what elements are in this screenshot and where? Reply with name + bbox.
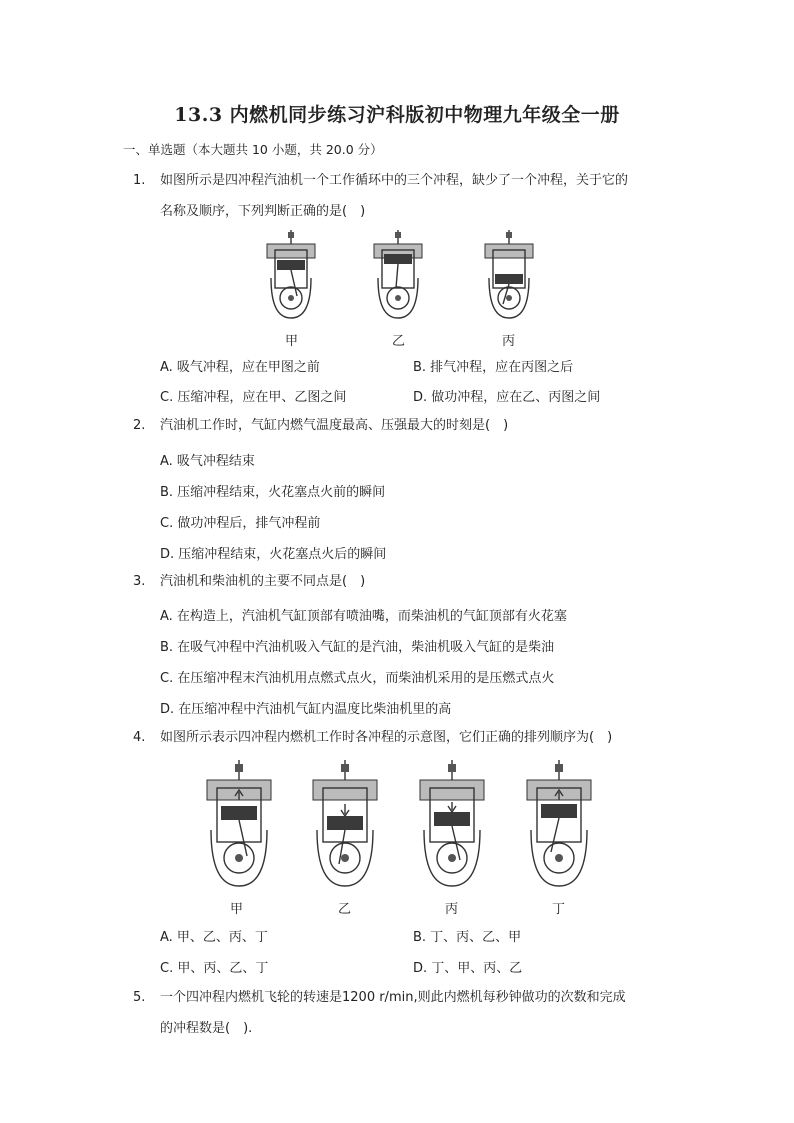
question-2-line-1: 汽油机工作时，气缸内燃气温度最高、压强最大的时刻是( ) [160,418,509,433]
option-a: A. 吸气冲程，应在甲图之前 [160,360,320,375]
engine-diagram-4a [203,760,275,894]
option-d: D. 在压缩冲程中汽油机气缸内温度比柴油机里的高 [160,702,452,717]
option-d: D. 丁、甲、丙、乙 [413,961,523,976]
question-5-line-2: 的冲程数是( ). [160,1021,253,1036]
figure-label: 丙 [445,902,459,917]
option-b: B. 排气冲程，应在丙图之后 [413,360,574,375]
question-4-line-1: 如图所示表示四冲程内燃机工作时各冲程的示意图，它们正确的排列顺序为( ) [160,730,613,745]
figure-label: 丁 [552,902,566,917]
figure-label: 乙 [338,902,352,917]
engine-diagram-4c [416,760,488,894]
question-3-line-1: 汽油机和柴油机的主要不同点是( ) [160,574,366,589]
engine-diagram-4d [523,760,595,894]
question-1-line-1: 如图所示是四冲程汽油机一个工作循环中的三个冲程，缺少了一个冲程，关于它的 [160,173,629,188]
option-a: A. 吸气冲程结束 [160,454,255,469]
option-c: C. 做功冲程后，排气冲程前 [160,516,321,531]
engine-diagram-1 [263,230,319,326]
question-1-line-2: 名称及顺序，下列判断正确的是( ) [160,204,366,219]
engine-diagram-2 [370,230,426,326]
question-5-line-1: 一个四冲程内燃机飞轮的转速是1200 r/min,则此内燃机每秒钟做功的次数和完成 [160,990,626,1005]
option-c: C. 压缩冲程，应在甲、乙图之间 [160,390,347,405]
section-heading: 一、单选题（本大题共 10 小题，共 20.0 分） [123,142,383,157]
question-number: 1. [133,173,146,188]
engine-diagram-4b [309,760,381,894]
option-b: B. 在吸气冲程中汽油机吸入气缸的是汽油，柴油机吸入气缸的是柴油 [160,640,555,655]
question-number: 4. [133,730,146,745]
question-number: 2. [133,418,146,433]
option-b: B. 丁、丙、乙、甲 [413,930,522,945]
page-title: 13.3 内燃机同步练习沪科版初中物理九年级全一册 [174,104,620,126]
option-a: A. 在构造上，汽油机气缸顶部有喷油嘴，而柴油机的气缸顶部有火花塞 [160,609,567,624]
figure-label: 丙 [502,334,516,349]
option-c: C. 在压缩冲程末汽油机用点燃式点火，而柴油机采用的是压燃式点火 [160,671,555,686]
option-a: A. 甲、乙、丙、丁 [160,930,268,945]
figure-label: 甲 [285,334,299,349]
question-number: 3. [133,574,146,589]
option-c: C. 甲、丙、乙、丁 [160,961,269,976]
figure-label: 甲 [230,902,244,917]
option-d: D. 压缩冲程结束，火花塞点火后的瞬间 [160,547,387,562]
question-number: 5. [133,990,146,1005]
figure-label: 乙 [392,334,406,349]
option-d: D. 做功冲程，应在乙、丙图之间 [413,390,601,405]
option-b: B. 压缩冲程结束，火花塞点火前的瞬间 [160,485,386,500]
engine-diagram-3 [481,230,537,326]
